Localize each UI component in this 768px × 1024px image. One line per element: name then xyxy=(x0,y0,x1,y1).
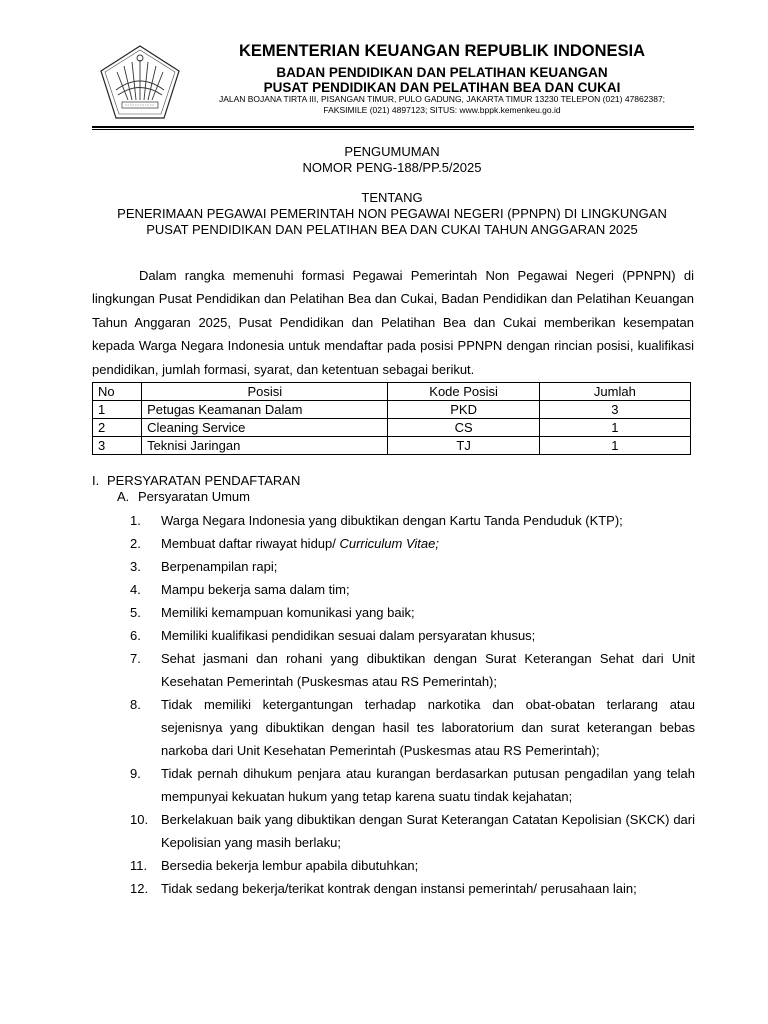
subsection-number: A. xyxy=(117,489,130,504)
announcement-number: NOMOR PENG-188/PP.5/2025 xyxy=(302,160,482,175)
ministry-name: KEMENTERIAN KEUANGAN REPUBLIK INDONESIA xyxy=(238,42,646,60)
unit-name: PUSAT PENDIDIKAN DAN PELATIHAN BEA DAN CUKAI xyxy=(263,80,621,95)
subsection-title: Persyaratan Umum xyxy=(138,489,250,504)
list-item xyxy=(130,601,695,624)
list-item-text: Berpenampilan rapi; xyxy=(161,559,278,574)
list-item-number: 10. xyxy=(130,812,149,827)
list-item-number: 7. xyxy=(130,651,141,666)
list-item xyxy=(130,532,695,555)
address-line-1: JALAN BOJANA TIRTA III, PISANGAN TIMUR, PULO GADUNG, JAKARTA TIMUR 13230 TELEPON (021) 47862387; xyxy=(218,94,666,104)
list-item-text: Tidak memiliki ketergantungan terhadap narkotika dan obat-obatan terlarang atau sejenisnya yang dibuktikan dengan hasil tes laboratorium dan surat keterangan bebas narkoba dari Unit Kesehatan Pemerintah (Puskesmas atau RS Pemerintah); xyxy=(161,697,695,758)
agency-name: BADAN PENDIDIKAN DAN PELATIHAN KEUANGAN xyxy=(276,65,608,80)
cell-kode: PKD xyxy=(388,401,539,419)
cell-kode: TJ xyxy=(388,437,539,455)
column-header-jumlah: Jumlah xyxy=(539,383,690,401)
subsection-heading xyxy=(117,489,250,505)
list-item-text: Mampu bekerja sama dalam tim; xyxy=(161,582,350,597)
intro-paragraph: Dalam rangka memenuhi formasi Pegawai Pemerintah Non Pegawai Negeri (PPNPN) di lingkungan Pusat Pendidikan dan Pelatihan Bea dan Cukai, Badan Pendidikan dan Pelatihan Keuangan Tahun Anggaran 2025, Pusat Pendidikan dan Pelatihan Bea dan Cukai memberikan kesempatan kepada Warga Negara Indonesia untuk mendaftar pada posisi PPNPN dengan rincian posisi, kualifikasi pendidikan, jumlah formasi, syarat, dan ketentuan sebagai berikut. xyxy=(92,268,694,377)
table-row xyxy=(93,401,691,419)
list-item-text: Membuat daftar riwayat hidup/ xyxy=(161,536,340,551)
cell-jumlah: 3 xyxy=(539,401,690,419)
cell-no: 2 xyxy=(93,419,142,437)
list-item xyxy=(130,854,695,877)
column-header-kode: Kode Posisi xyxy=(388,383,539,401)
list-item-text: Bersedia bekerja lembur apabila dibutuhkan; xyxy=(161,858,419,873)
list-item xyxy=(130,624,695,647)
list-item xyxy=(130,647,695,693)
list-item xyxy=(130,509,695,532)
table-row xyxy=(93,419,691,437)
announcement-type: PENGUMUMAN xyxy=(344,144,440,159)
list-item-number: 8. xyxy=(130,697,141,712)
list-item xyxy=(130,762,695,808)
cell-posisi: Petugas Keamanan Dalam xyxy=(142,401,388,419)
list-item xyxy=(130,555,695,578)
announcement-about: TENTANG xyxy=(361,190,423,205)
list-item-emphasis: Curriculum Vitae; xyxy=(339,536,439,551)
list-item-text: Memiliki kemampuan komunikasi yang baik; xyxy=(161,605,415,620)
cell-kode: CS xyxy=(388,419,539,437)
list-item-number: 4. xyxy=(130,582,141,597)
letterhead-divider-thin xyxy=(92,129,694,130)
cell-no: 1 xyxy=(93,401,142,419)
list-item-text: Memiliki kualifikasi pendidikan sesuai dalam persyaratan khusus; xyxy=(161,628,536,643)
cell-jumlah: 1 xyxy=(539,437,690,455)
cell-no: 3 xyxy=(93,437,142,455)
list-item xyxy=(130,578,695,601)
positions-table xyxy=(92,382,691,455)
cell-posisi: Teknisi Jaringan xyxy=(142,437,388,455)
list-item-text: Tidak pernah dihukum penjara atau kurangan berdasarkan putusan pengadilan yang telah mempunyai kekuatan hukum yang tetap karena suatu tindak kejahatan; xyxy=(161,766,695,804)
announcement-title-line-2: PUSAT PENDIDIKAN DAN PELATIHAN BEA DAN CUKAI TAHUN ANGGARAN 2025 xyxy=(146,222,638,237)
letterhead-divider xyxy=(92,126,694,128)
section-heading xyxy=(92,473,300,489)
list-item-number: 3. xyxy=(130,559,141,574)
list-item-text: Sehat jasmani dan rohani yang dibuktikan dengan Surat Keterangan Sehat dari Unit Kesehatan Pemerintah (Puskesmas atau RS Pemerintah); xyxy=(161,651,695,689)
list-item xyxy=(130,877,695,900)
list-item-text: Berkelakuan baik yang dibuktikan dengan Surat Keterangan Catatan Kepolisian (SKCK) dari Kepolisian yang masih berlaku; xyxy=(161,812,695,850)
address-line-2: FAKSIMILE (021) 4897123; SITUS: www.bppk.kemenkeu.go.id xyxy=(323,105,561,115)
section-title: PERSYARATAN PENDAFTARAN xyxy=(107,473,301,488)
list-item-text: Tidak sedang bekerja/terikat kontrak dengan instansi pemerintah/ perusahaan lain; xyxy=(161,881,637,896)
column-header-no: No xyxy=(93,383,142,401)
list-item-text: Warga Negara Indonesia yang dibuktikan dengan Kartu Tanda Penduduk (KTP); xyxy=(161,513,623,528)
list-item-number: 9. xyxy=(130,766,141,781)
ministry-emblem-icon xyxy=(96,42,184,122)
list-item-number: 5. xyxy=(130,605,141,620)
section-number: I. xyxy=(92,473,100,488)
list-item-number: 11. xyxy=(130,858,148,873)
requirements-list xyxy=(130,509,695,900)
table-header-row xyxy=(93,383,691,401)
list-item xyxy=(130,808,695,854)
list-item-number: 6. xyxy=(130,628,141,643)
cell-jumlah: 1 xyxy=(539,419,690,437)
list-item-number: 12. xyxy=(130,881,149,896)
list-item-number: 2. xyxy=(130,536,141,551)
list-item xyxy=(130,693,695,762)
table-row xyxy=(93,437,691,455)
column-header-posisi: Posisi xyxy=(142,383,388,401)
announcement-title-line-1: PENERIMAAN PEGAWAI PEMERINTAH NON PEGAWAI NEGERI (PPNPN) DI LINGKUNGAN xyxy=(117,206,667,221)
list-item-number: 1. xyxy=(130,513,141,528)
cell-posisi: Cleaning Service xyxy=(142,419,388,437)
